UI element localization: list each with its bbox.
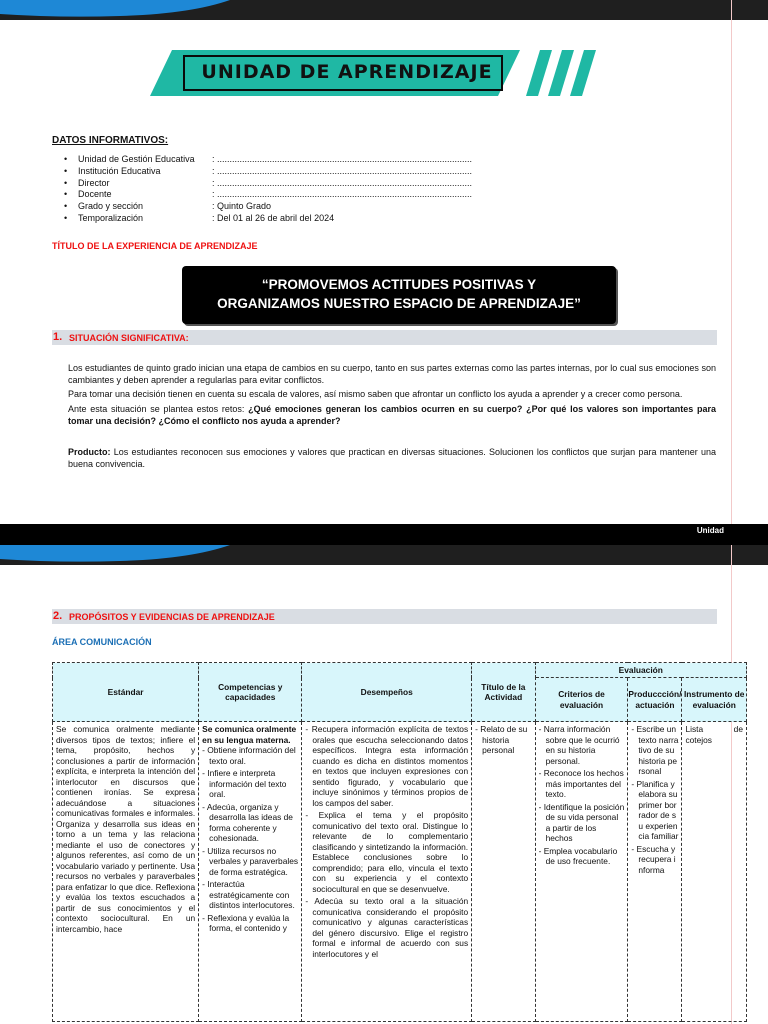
produccion-item: - Planifica y elabora su primer borrador de su experiencia familiar (631, 778, 679, 841)
capacidad-item: - Utiliza recursos no verbales y paraverbales de forma estratégica. (202, 845, 299, 877)
capacidad-item: - Interactúa estratégicamente con distintos interlocutores. (202, 879, 295, 910)
challenge-lead: Ante esta situación se plantea estos retos: (68, 404, 249, 414)
footer-label: Unidad (696, 526, 724, 535)
product-label: Producto: (68, 447, 111, 457)
header-titulo-actividad: Título de la Actividad (472, 663, 535, 722)
info-value: : ...................................................................................................... (212, 189, 473, 200)
info-label: Grado y sección (78, 201, 144, 212)
info-label: Unidad de Gestión Educativa (78, 154, 195, 164)
info-row: • Unidad de Gestión Educativa : ...................................................................................................... (64, 154, 512, 166)
info-value: : ...................................................................................................... (212, 177, 473, 188)
actividad-item: - Relato de su historia personal (475, 724, 528, 755)
info-row: • Temporalización : Del 01 al 26 de abril del 2024 (64, 213, 512, 225)
challenge-questions: ¿Qué emociones generan los cambios ocurren en su cuerpo? ¿Por qué los valores son importantes para tomar una decisión? ¿Cómo el conflicto nos ayuda a aprender? (68, 404, 716, 426)
criterio-item: - Reconoce los hechos más importantes del texto. (538, 768, 624, 799)
desempeno-item: - Recupera información explícita de textos orales que escucha seleccionando datos específicos. Integra esta información cuando es dicha en distintos momentos en textos que incluyen expresiones con sentido figurado, y vocabulario que incluye sinónimos y términos propios de los campos del saber. (305, 724, 469, 808)
banner-stripes-decoration (526, 50, 606, 96)
unit-title: UNIDAD DE APRENDIZAJE (201, 61, 493, 83)
datos-informativos-heading: DATOS INFORMATIVOS: (52, 135, 169, 146)
section-number: 1. (53, 331, 63, 343)
margin-line (731, 0, 732, 524)
section-2-bar (52, 609, 717, 624)
info-label: Temporalización (78, 212, 144, 223)
info-row: • Grado y sección : Quinto Grado (64, 201, 512, 213)
actividad-cell (472, 722, 535, 1022)
header-swoosh-decoration (0, 545, 300, 575)
experience-title-box (182, 266, 616, 324)
desempeno-item: - Explica el tema y el propósito comunicativo del texto oral. Distingue lo relevante de lo complementario clasificando y sintetizando la información. Establece conclusiones sobre lo comprendido; para ello, vincula el texto con su experiencia y el contexto sociocultural en que se desenvuelve. (305, 810, 469, 894)
header-instrumento: Instrumento de evaluación (682, 678, 747, 722)
info-value: : Quinto Grado (212, 201, 272, 212)
produccion-item: - Escucha y recupera informa (631, 843, 676, 875)
desempenos-cell (302, 722, 472, 1022)
page-separator (0, 524, 768, 545)
experience-title-line: “PROMOVEMOS ACTITUDES POSITIVAS Y (261, 277, 537, 292)
document-page-2 (0, 545, 768, 1024)
info-row: • Institución Educativa : ...................................................................................................... (64, 166, 512, 178)
section-number: 2. (53, 610, 63, 622)
criterios-cell (535, 722, 628, 1022)
header-competencias: Competencias y capacidades (199, 663, 302, 722)
product-paragraph (68, 446, 716, 470)
criterio-item: - Identifique la posición de su vida personal a partir de los hechos (538, 801, 625, 843)
capacidad-item: - Infiere e interpreta información del texto oral. (202, 768, 287, 799)
info-row: • Director : ...................................................................................................... (64, 178, 512, 190)
info-value: : ...................................................................................................... (212, 165, 473, 176)
challenge-paragraph (68, 403, 716, 427)
estandar-cell (53, 722, 199, 1022)
info-label: Institución Educativa (78, 165, 161, 176)
capacidad-item: - Obtiene información del texto oral. (202, 745, 296, 766)
header-evaluacion: Evaluación (535, 663, 746, 678)
experience-title (182, 275, 616, 313)
info-value: : ...................................................................................................... (212, 154, 473, 164)
area-title: ÁREA COMUNICACIÓN (52, 637, 152, 647)
competencias-cell (199, 722, 302, 1022)
capacidad-item: - Reflexiona y evalúa la forma, el contenido y (202, 912, 290, 933)
purposes-table (52, 662, 747, 1022)
estandar-text: Se comunica oralmente mediante diversos tipos de textos; infiere el tema, propósito, hechos y conclusiones a partir de información explícita, e interpreta la intención del interlocutor en discursos que contienen ironías. Se expresa adecuándose a situaciones comunicativas formales e informales. Organiza y desarrolla sus ideas en torno a un tema y las relaciona mediante el uso de conectores y algunos referentes, así como de un vocabulario variado y pertinente. Usa recursos no verbales y paraverbales para enfatizar lo que dice. Reflexiona y evalúa los textos escuchados a partir de sus conocimientos y el contexto sociocultural. En un intercambio, hace (56, 724, 196, 934)
header-produccion: Produccción/ actuación (628, 678, 682, 722)
capacidad-item: - Adecúa, organiza y desarrolla las ideas de forma coherente y cohesionada. (202, 801, 293, 843)
instrumento-text: Lista de cotejos (685, 724, 743, 745)
header-estandar: Estándar (53, 663, 199, 722)
info-list (64, 154, 512, 225)
instrumento-cell (682, 722, 747, 1022)
criterio-item: - Emplea vocabulario de uso frecuente. (538, 845, 618, 866)
info-label: Director (78, 177, 110, 188)
section-title: SITUACIÓN SIGNIFICATIVA: (69, 333, 189, 343)
header-swoosh-decoration (0, 0, 300, 30)
situation-paragraph: Los estudiantes de quinto grado inician una etapa de cambios en su cuerpo, tanto en sus partes externas como las partes internas, por lo cual sus emociones son cambiantes y deben aprender a regularlas para evitar conflictos. (68, 363, 716, 385)
info-value: : Del 01 al 26 de abril del 2024 (212, 212, 335, 223)
header-criterios: Criterios de evaluación (535, 678, 628, 722)
section-1-bar (52, 330, 717, 345)
desempeno-item: - Adecúa su texto oral a la situación comunicativa considerando el propósito comunicativo y algunas características del género discursivo. Elige el registro formal e informal de acuerdo con sus interlocutores y el (305, 896, 469, 959)
experience-title-line: ORGANIZAMOS NUESTRO ESPACIO DE APRENDIZAJE” (217, 296, 581, 311)
header-desempenos: Desempeños (302, 663, 472, 722)
product-text: Los estudiantes reconocen sus emociones y valores que practican en diversas situaciones. Solucionen los conflictos que surjan para mantener una buena convivencia. (68, 447, 716, 469)
section-title: PROPÓSITOS Y EVIDENCIAS DE APRENDIZAJE (69, 612, 275, 622)
experience-label: TÍTULO DE LA EXPERIENCIA DE APRENDIZAJE (52, 241, 258, 251)
produccion-item: - Escribe un texto narrativo de su historia personal (631, 724, 679, 776)
info-label: Docente (78, 189, 112, 200)
competencia-title: Se comunica oralmente en su lengua materna. (202, 724, 297, 745)
info-row: • Docente : ...................................................................................................... (64, 189, 512, 201)
situation-paragraph: Para tomar una decisión tienen en cuenta su escala de valores, así mismo saben que afrontar un conflicto los ayuda a aprender y a crecer como persona. (68, 389, 683, 399)
criterio-item: - Narra información sobre que le ocurrió en su historia personal. (538, 724, 620, 766)
produccion-cell (628, 722, 682, 1022)
